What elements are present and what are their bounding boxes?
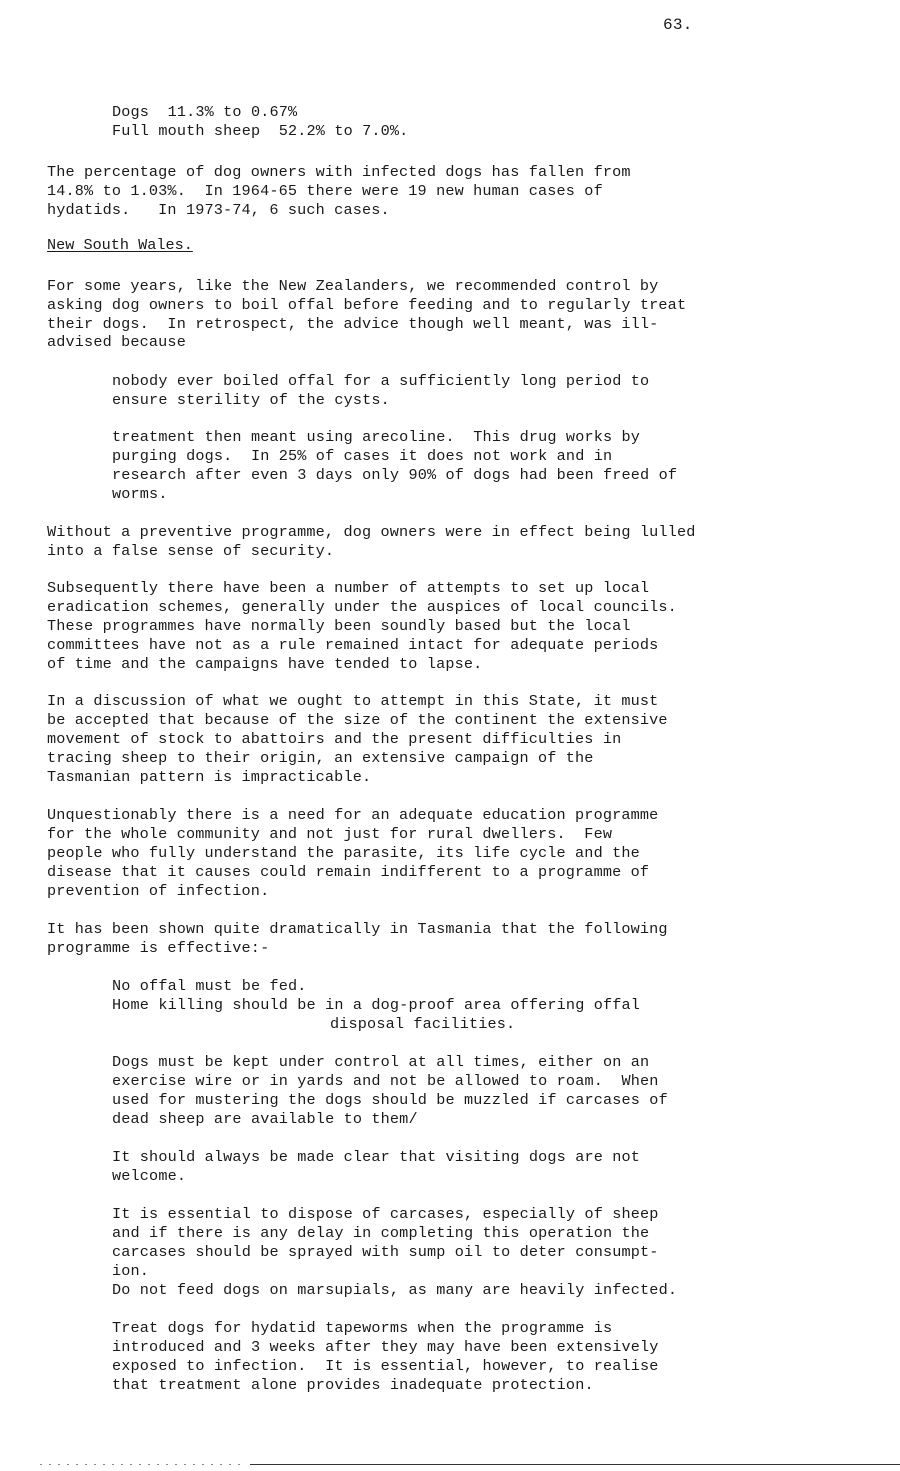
programme-item-home-killing: Home killing should be in a dog-proof area offering offal xyxy=(112,996,641,1014)
text-line: prevention of infection. xyxy=(47,882,270,900)
text-line: eradication schemes, generally under the auspices of local councils. xyxy=(47,598,677,616)
text-line: It should always be made clear that visiting dogs are not xyxy=(112,1148,641,1166)
text-line: used for mustering the dogs should be muzzled if carcases of xyxy=(112,1091,668,1109)
text-line: into a false sense of security. xyxy=(47,542,335,560)
text-line: Tasmanian pattern is impracticable. xyxy=(47,768,372,786)
text-line: welcome. xyxy=(112,1167,187,1185)
text-line: In a discussion of what we ought to attempt in this State, it must xyxy=(47,692,659,710)
section-heading: New South Wales. xyxy=(47,236,193,254)
page-number: 63. xyxy=(663,16,693,34)
text-line: asking dog owners to boil offal before feeding and to regularly treat xyxy=(47,296,687,314)
text-line: Treat dogs for hydatid tapeworms when the programme is xyxy=(112,1319,613,1337)
text-line: be accepted that because of the size of the continent the extensive xyxy=(47,711,668,729)
text-line: It is essential to dispose of carcases, especially of sheep xyxy=(112,1205,659,1223)
text-line: and if there is any delay in completing this operation the xyxy=(112,1224,650,1242)
text-line: hydatids. In 1973-74, 6 such cases. xyxy=(47,201,390,219)
text-line: people who fully understand the parasite, its life cycle and the xyxy=(47,844,640,862)
text-line: exposed to infection. It is essential, however, to realise xyxy=(112,1357,659,1375)
text-line: dead sheep are available to them/ xyxy=(112,1110,418,1128)
programme-item-offal: No offal must be fed. xyxy=(112,977,307,995)
text-line: Without a preventive programme, dog owners were in effect being lulled xyxy=(47,523,696,541)
text-line: Subsequently there have been a number of attempts to set up local xyxy=(47,579,650,597)
text-line: ion. xyxy=(112,1262,150,1280)
text-line: treatment then meant using arecoline. This drug works by xyxy=(112,428,641,446)
stat-dogs: Dogs 11.3% to 0.67% xyxy=(112,103,298,121)
text-line: nobody ever boiled offal for a sufficiently long period to xyxy=(112,372,650,390)
text-line: These programmes have normally been soundly based but the local xyxy=(47,617,631,635)
text-line: 14.8% to 1.03%. In 1964-65 there were 19 new human cases of xyxy=(47,182,603,200)
text-line: that treatment alone provides inadequate protection. xyxy=(112,1376,594,1394)
text-line: for the whole community and not just for rural dwellers. Few xyxy=(47,825,613,843)
footer-rule xyxy=(250,1464,900,1465)
text-line: of time and the campaigns have tended to lapse. xyxy=(47,655,483,673)
text-line: Dogs must be kept under control at all times, either on an xyxy=(112,1053,650,1071)
text-line: introduced and 3 weeks after they may have been extensively xyxy=(112,1338,659,1356)
text-line: research after even 3 days only 90% of dogs had been freed of xyxy=(112,466,678,484)
text-line: Unquestionably there is a need for an adequate education programme xyxy=(47,806,659,824)
text-line: tracing sheep to their origin, an extensive campaign of the xyxy=(47,749,594,767)
text-line: exercise wire or in yards and not be allowed to roam. When xyxy=(112,1072,659,1090)
footer-dotted-rule xyxy=(40,1464,240,1465)
text-line: carcases should be sprayed with sump oil to deter consumpt- xyxy=(112,1243,659,1261)
text-line: It has been shown quite dramatically in Tasmania that the following xyxy=(47,920,668,938)
text-line: committees have not as a rule remained intact for adequate periods xyxy=(47,636,659,654)
stat-sheep: Full mouth sheep 52.2% to 7.0%. xyxy=(112,122,409,140)
programme-item-home-killing-cont: disposal facilities. xyxy=(330,1015,516,1033)
text-line: their dogs. In retrospect, the advice though well meant, was ill- xyxy=(47,315,659,333)
text-line: For some years, like the New Zealanders, we recommended control by xyxy=(47,277,659,295)
text-line: purging dogs. In 25% of cases it does not work and in xyxy=(112,447,613,465)
text-line: disease that it causes could remain indifferent to a programme of xyxy=(47,863,650,881)
text-line: The percentage of dog owners with infected dogs has fallen from xyxy=(47,163,631,181)
text-line: programme is effective:- xyxy=(47,939,270,957)
text-line: movement of stock to abattoirs and the present difficulties in xyxy=(47,730,622,748)
programme-item-marsupials: Do not feed dogs on marsupials, as many are heavily infected. xyxy=(112,1281,678,1299)
text-line: ensure sterility of the cysts. xyxy=(112,391,390,409)
text-line: advised because xyxy=(47,333,186,351)
text-line: worms. xyxy=(112,485,168,503)
